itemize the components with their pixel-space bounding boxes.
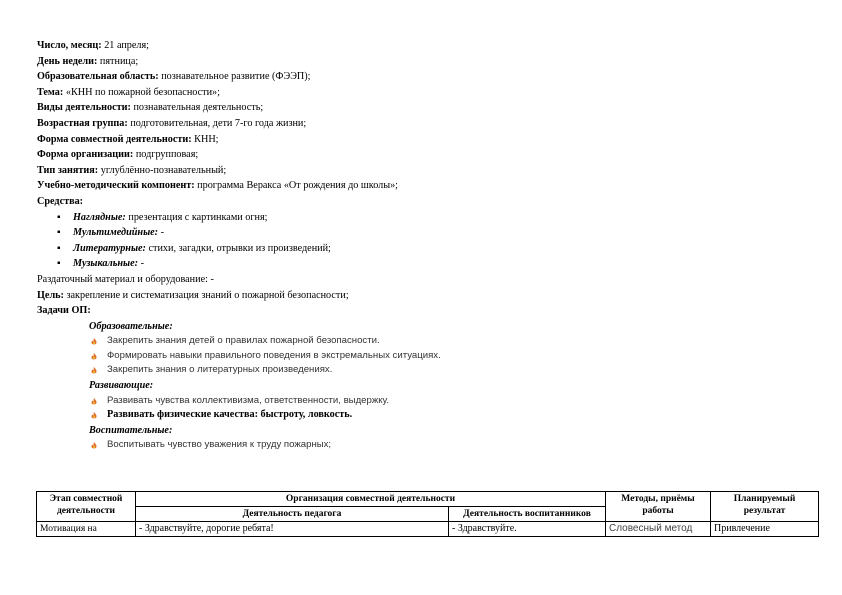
means-heading: Средства: — [37, 195, 84, 207]
org-form-line — [37, 147, 817, 163]
means-item — [37, 241, 817, 257]
task-item — [37, 438, 817, 453]
upbringing-list — [37, 438, 817, 453]
result-cell: Привлечение — [711, 522, 819, 537]
lesson-type-line — [37, 163, 817, 179]
joint-form-label: Форма совместной деятельности: — [37, 133, 192, 145]
task-item — [37, 334, 817, 349]
activity-value: познавательная деятельность; — [130, 102, 264, 114]
age-label: Возрастная группа: — [37, 117, 128, 129]
joint-form-line — [37, 132, 817, 148]
developing-heading: Развивающие: — [89, 380, 154, 392]
means-item-label: Литературные: — [73, 242, 146, 254]
lesson-type-value: углублённо-познавательный; — [98, 164, 227, 176]
area-label: Образовательная область: — [37, 71, 159, 83]
col-methods-header: Методы, приёмы работы — [606, 492, 711, 522]
means-item-value: - — [158, 227, 165, 239]
pupils-cell: - Здравствуйте. — [449, 522, 606, 537]
means-item-value: стихи, загадки, отрывки из произведений; — [145, 242, 331, 254]
age-value: подготовительная, дети 7-го года жизни; — [127, 117, 307, 129]
task-text: Формировать навыки правильного поведения в экстремальных ситуациях. — [107, 349, 441, 361]
tasks-heading: Задачи ОП: — [37, 305, 91, 317]
task-text: Развивать физические качества: быстроту, ловкость. — [107, 409, 353, 421]
means-item — [37, 225, 817, 241]
activity-line — [37, 100, 817, 116]
flame-bullet-icon — [91, 367, 97, 374]
flame-bullet-icon — [91, 442, 97, 449]
means-item-value: презентация с картинками огня; — [125, 211, 268, 223]
flame-bullet-icon — [91, 398, 97, 405]
methodical-line — [37, 178, 817, 194]
means-item-value: - — [138, 258, 144, 270]
lesson-plan — [37, 38, 817, 453]
means-item-label: Наглядные: — [73, 211, 126, 223]
task-text: Развивать чувства коллективизма, ответственности, выдержку. — [107, 394, 390, 406]
col-org-header: Организация совместной деятельности — [136, 492, 606, 507]
date-value: 21 апреля; — [101, 40, 149, 51]
methodical-label: Учебно-методический компонент: — [37, 180, 195, 192]
flame-bullet-icon — [91, 338, 97, 345]
weekday-line — [37, 54, 817, 70]
area-value: познавательное развитие (ФЭЭП); — [158, 71, 311, 83]
lesson-type-label: Тип занятия: — [37, 164, 99, 176]
col-pupils-header: Деятельность воспитанников — [449, 507, 606, 522]
task-item — [37, 408, 817, 423]
educational-list — [37, 334, 817, 378]
area-line — [37, 69, 817, 85]
table-header-row — [37, 492, 819, 507]
handout-line: Раздаточный материал и оборудование: - — [37, 273, 214, 285]
org-form-value: подгрупповая; — [133, 149, 199, 161]
activity-table — [36, 491, 819, 537]
stage-cell: Мотивация на — [37, 522, 136, 537]
flame-bullet-icon — [91, 353, 97, 360]
org-form-label: Форма организации: — [37, 149, 134, 161]
goal-value: закрепление и систематизация знаний о пожарной безопасности; — [63, 289, 349, 301]
means-item — [37, 210, 817, 226]
weekday-label: День недели: — [37, 55, 98, 67]
activity-label: Виды деятельности: — [37, 102, 131, 114]
methods-cell: Словесный метод — [606, 522, 711, 537]
goal-label: Цель: — [37, 289, 64, 301]
col-result-header: Планируемый результат — [711, 492, 819, 522]
col-stage-header: Этап совместной деятельности — [37, 492, 136, 522]
teacher-cell: - Здравствуйте, дорогие ребята! — [136, 522, 449, 537]
date-label: Число, месяц: — [37, 40, 102, 51]
date-line — [37, 38, 817, 54]
topic-line — [37, 85, 817, 101]
flame-bullet-icon — [91, 412, 97, 419]
topic-value: «КНН по пожарной безопасности»; — [63, 86, 220, 98]
task-text: Закрепить знания детей о правилах пожарной безопасности. — [107, 335, 380, 347]
means-item — [37, 256, 817, 272]
educational-heading: Образовательные: — [89, 320, 173, 332]
means-list — [37, 210, 817, 272]
upbringing-heading: Воспитательные: — [89, 424, 173, 436]
age-line — [37, 116, 817, 132]
goal-line — [37, 288, 817, 304]
joint-form-value: КНН; — [191, 133, 219, 145]
table-row — [37, 522, 819, 537]
task-text: Закрепить знания о литературных произведениях. — [107, 364, 333, 376]
task-item — [37, 363, 817, 378]
weekday-value: пятница; — [97, 55, 139, 67]
means-item-label: Мультимедийные: — [73, 227, 159, 239]
task-item — [37, 394, 817, 409]
means-item-label: Музыкальные: — [73, 258, 139, 270]
developing-list — [37, 394, 817, 423]
task-item — [37, 349, 817, 364]
task-text: Воспитывать чувство уважения к труду пожарных; — [107, 439, 332, 451]
col-teacher-header: Деятельность педагога — [136, 507, 449, 522]
topic-label: Тема: — [37, 86, 64, 98]
methodical-value: программа Веракса «От рождения до школы»; — [194, 180, 399, 192]
